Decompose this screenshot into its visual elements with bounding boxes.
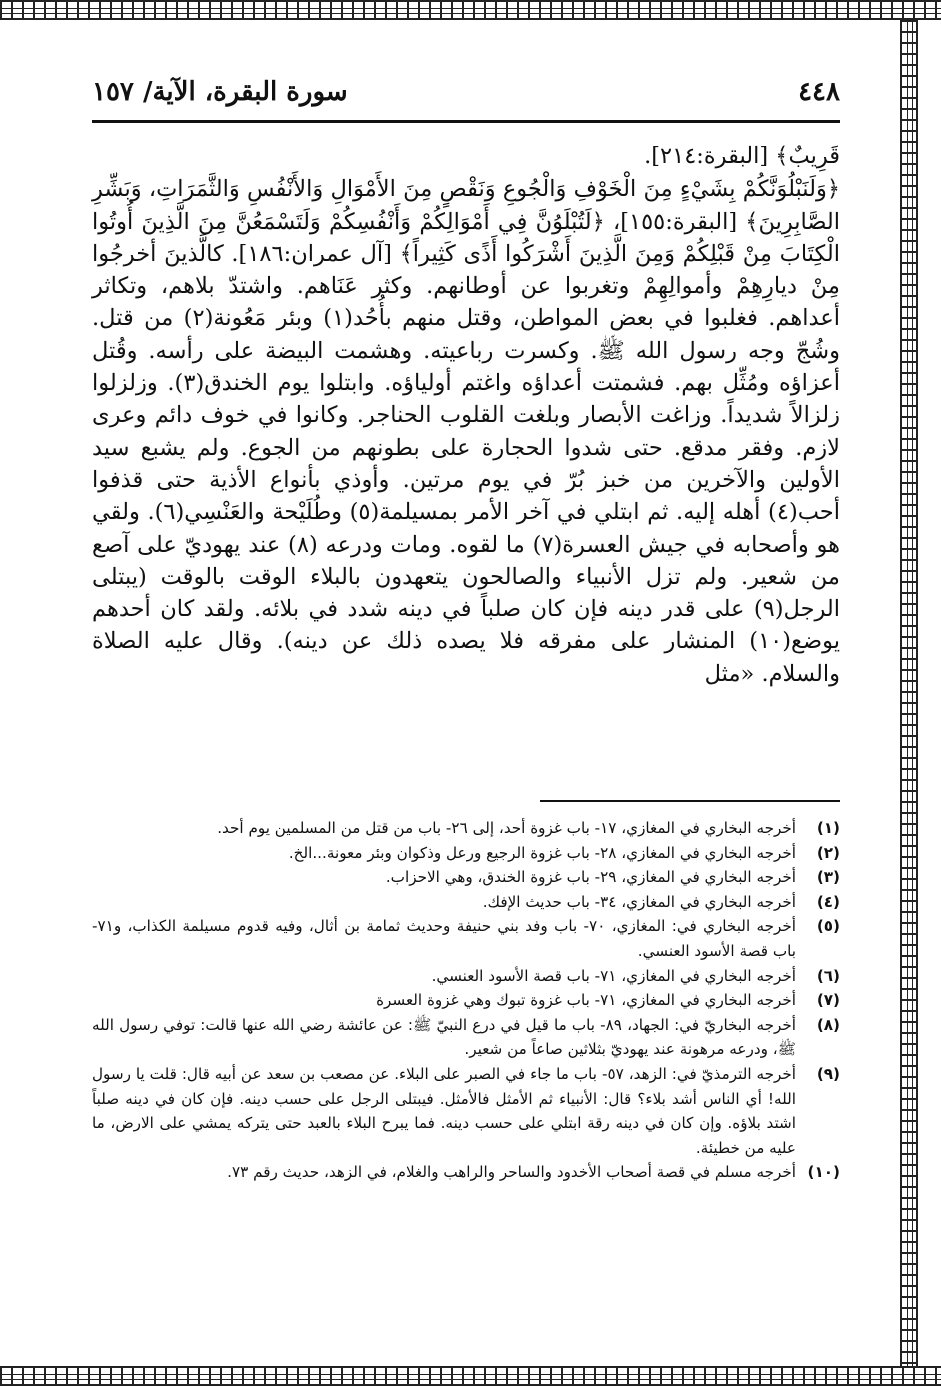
footnote-text: أخرجه مسلم في قصة أصحاب الأخدود والساحر والراهب والغلام، في الزهد، حديث رقم ٧٣.: [227, 1163, 796, 1182]
footnote-item: [92, 1013, 840, 1062]
footnote-number: (١٠): [807, 1163, 840, 1182]
page-header: [92, 72, 840, 112]
footnote-item: [92, 914, 840, 963]
footnote-item: [92, 988, 840, 1013]
page-number: ٤٤٨: [798, 77, 840, 107]
paragraph: قَرِيبٌ﴾ [البقرة:٢١٤].: [644, 143, 840, 169]
footnote-item: [92, 1160, 840, 1185]
footnote-item: [92, 865, 840, 890]
header-rule: [92, 120, 840, 123]
footnote-number: (٦): [816, 966, 840, 985]
footnotes: [92, 816, 840, 1185]
footnote-number: (٤): [816, 892, 840, 911]
footnote-item: [92, 841, 840, 866]
footnote-item: [92, 964, 840, 989]
footnote-rule: [540, 800, 840, 802]
footnote-number: (٢): [816, 843, 840, 862]
footnote-text: أخرجه البخاري في: المغازي، ٧٠- باب وفد بني حنيفة وحديث ثمامة بن أثال، وفيه قدوم مسيلمة الكذاب، و٧١- باب قصة الأسود العنسي.: [92, 917, 796, 960]
paragraph: ﴿وَلَنَبْلُوَنَّكُمْ بِشَيْءٍ مِنَ الْخَوْفِ وَالْجُوعِ وَنَقْصٍ مِنَ الأَمْوَالِ وَالأَنْفُسِ وَالثَّمَرَاتِ، وَبَشِّرِ الصَّابِرِينَ﴾ [البقرة:١٥٥]، ﴿لَتُبْلَوُنَّ فِي أَمْوَالِكُمْ وَأَنْفُسِكُمْ وَلَتَسْمَعُنَّ مِنَ الَّذِينَ أُوتُوا الْكِتَابَ مِنْ قَبْلِكُمْ وَمِنَ الَّذِينَ أَشْرَكُوا أَذًى كَثِيراً﴾ [آل عمران:١٨٦]. كالَّذينَ أخرجُوا مِنْ ديارِهِمْ وأموالِهِمْ وتغربوا عن أوطانهم. وكثر عَنَاهم. واشتدّ بلاهم، وتكاثر أعداهم. فغلبوا في بعض المواطن، وقتل منهم بأُحُد(١) وبئر مَعُونة(٢) من قتل. وشُجّ وجه رسول الله ﷺ. وكسرت رباعيته. وهشمت البيضة على رأسه. وقُتل أعزاؤه ومُثِّل بهم. فشمتت أعداؤه واغتم أولياؤه. وابتلوا يوم الخندق(٣). وزلزلوا زلزالاً شديداً. وزاغت الأبصار وبلغت القلوب الحناجر. وكانوا في خوف دائم وعرى لازم. وفقر مدقع. حتى شدوا الحجارة على بطونهم من الجوع. ولم يشبع سيد الأولين والآخرين من خبز بُرّ في يوم مرتين. وأوذي بأنواع الأذية حتى قذفوا أحب(٤) أهله إليه. ثم ابتلي في آخر الأمر بمسيلمة(٥) وطُلَيْحة والعَنْسِي(٦). ولقي هو وأصحابه في جيش العسرة(٧) ما لقوه. ومات ودرعه (٨) عند يهوديّ على آصع من شعير. ولم تزل الأنبياء والصالحون يتعهدون بالبلاء الوقت بالوقت (يبتلى الرجل(٩) على قدر دينه فإن كان صلباً في دينه شدد في بلائه. ولقد كان أحدهم يوضع(١٠) المنشار على مفرقه فلا يصده ذلك عن دينه). وقال عليه الصلاة والسلام. «مثل: [92, 176, 841, 687]
footnote-text: أخرجه البخاري في المغازي، ٧١- باب قصة الأسود العنسي.: [431, 966, 796, 985]
footnote-text: أخرجه البخاري في المغازي، ١٧- باب غزوة أحد، إلى ٢٦- باب من قتل من المسلمين يوم أحد.: [217, 819, 796, 837]
footnote-number: (٧): [816, 991, 840, 1010]
decorative-border-bottom: [0, 1366, 941, 1386]
footnote-text: أخرجه البخاريّ في: الجهاد، ٨٩- باب ما قيل في درع النبيّ ﷺ: عن عائشة رضي الله عنها قالت: توفي رسول الله ﷺ، ودرعه مرهونة عند يهوديّ بثلاثين صاعاً من شعير.: [92, 1015, 796, 1059]
footnote-text: أخرجه الترمذيّ في: الزهد، ٥٧- باب ما جاء في الصبر على البلاء. عن مصعب بن سعد عن أبيه قال: قلت يا رسول الله! أي الناس أشد بلاء؟ قال: الأنبياء ثم الأمثل فالأمثل. فيبتلى الرجل على حسب دينه. فإن كان في دينه صلباً اشتد بلاؤه. وإن كان في دينه رقة ابتلي على حسب دينه. فما يبرح البلاء بالعبد حتى يتركه يمشي على الارض، ما عليه من خطيئة.: [92, 1064, 797, 1157]
footnote-text: أخرجه البخاري في المغازي، ٢٩- باب غزوة الخندق، وهي الاحزاب.: [385, 868, 796, 887]
decorative-border-top: [0, 0, 941, 20]
footnote-text: أخرجه البخاري في المغازي، ٢٨- باب غزوة الرجيع ورعل وذكوان وبئر معونة...الخ.: [288, 843, 796, 862]
main-text: [92, 140, 840, 690]
decorative-border-right: [900, 20, 918, 1366]
footnote-number: (٣): [816, 868, 840, 887]
footnote-item: [92, 816, 840, 841]
footnote-number: (١): [816, 819, 840, 837]
footnote-text: أخرجه البخاري في المغازي، ٧١- باب غزوة تبوك وهي غزوة العسرة: [376, 991, 796, 1010]
footnote-number: (٥): [816, 917, 840, 936]
footnote-text: أخرجه البخاري في المغازي، ٣٤- باب حديث الإفك.: [482, 892, 796, 911]
footnote-item: [92, 1062, 840, 1160]
footnote-number: (٩): [816, 1064, 840, 1083]
footnote-number: (٨): [816, 1015, 840, 1034]
footnote-item: [92, 890, 840, 915]
chapter-title: سورة البقرة، الآية/ ١٥٧: [92, 77, 348, 107]
